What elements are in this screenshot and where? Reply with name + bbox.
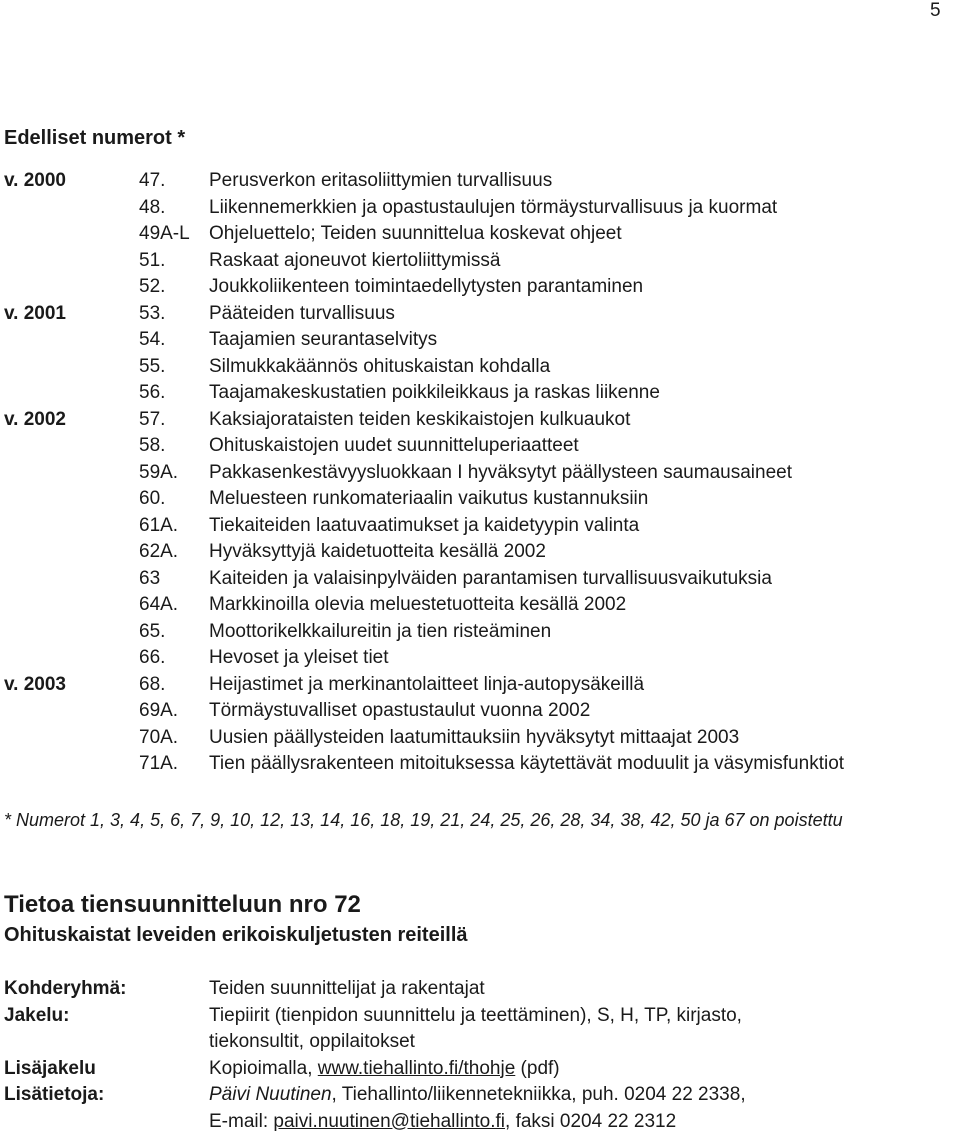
issue-title: Liikennemerkkien ja opastustaulujen törmäysturvallisuus ja kuormat — [209, 197, 777, 219]
issue-row — [0, 674, 960, 701]
issue-year: v. 2003 — [4, 674, 66, 696]
contact-details: , Tiehallinto/liikennetekniikka, puh. 0204 22 2338, — [332, 1084, 746, 1105]
issue-row — [0, 250, 960, 277]
contact-value — [209, 1084, 746, 1106]
issue-year: v. 2001 — [4, 303, 66, 325]
issue-title: Kaksiajorataisten teiden keskikaistojen kulkuaukot — [209, 409, 630, 431]
removed-numbers-footnote: * Numerot 1, 3, 4, 5, 6, 7, 9, 10, 12, 13, 14, 16, 18, 19, 21, 24, 25, 26, 28, 34, 38, 42, 50 ja 67 on poistettu — [4, 810, 843, 831]
previous-issues-heading: Edelliset numerot * — [4, 127, 185, 150]
issue-row — [0, 276, 960, 303]
issue-row — [0, 700, 960, 727]
issue-title: Uusien päällysteiden laatumittauksiin hyväksytyt mittaajat 2003 — [209, 727, 739, 749]
issue-number: 63 — [139, 568, 160, 590]
issue-number: 65. — [139, 621, 165, 643]
issue-number: 58. — [139, 435, 165, 457]
email-value — [209, 1111, 676, 1133]
issue-number: 66. — [139, 647, 165, 669]
issue-title: Taajamakeskustatien poikkileikkaus ja raskas liikenne — [209, 382, 660, 404]
email-link[interactable]: paivi.nuutinen@tiehallinto.fi — [273, 1111, 505, 1132]
issue-row — [0, 223, 960, 250]
issue-number: 48. — [139, 197, 165, 219]
target-group-value: Teiden suunnittelijat ja rakentajat — [209, 978, 485, 1000]
meta-row-email — [0, 1111, 960, 1137]
document-metadata — [0, 978, 960, 1137]
issue-row — [0, 329, 960, 356]
issue-number: 57. — [139, 409, 165, 431]
issue-row — [0, 382, 960, 409]
extra-distribution-label: Lisäjakelu — [4, 1058, 96, 1080]
issue-number: 54. — [139, 329, 165, 351]
issue-number: 59A. — [139, 462, 178, 484]
issue-number: 51. — [139, 250, 165, 272]
issue-number: 55. — [139, 356, 165, 378]
issue-number: 69A. — [139, 700, 178, 722]
issue-title: Markkinoilla olevia meluestetuotteita kesällä 2002 — [209, 594, 626, 616]
issue-number: 56. — [139, 382, 165, 404]
issue-title: Perusverkon eritasoliittymien turvallisuus — [209, 170, 552, 192]
issue-title: Tien päällysrakenteen mitoituksessa käytettävät moduulit ja väsymisfunktiot — [209, 753, 844, 775]
extra-distribution-suffix: (pdf) — [515, 1058, 559, 1079]
contact-label: Lisätietoja: — [4, 1084, 104, 1106]
issue-number: 64A. — [139, 594, 178, 616]
issue-title: Kaiteiden ja valaisinpylväiden parantamisen turvallisuusvaikutuksia — [209, 568, 772, 590]
issue-row — [0, 488, 960, 515]
issue-row — [0, 356, 960, 383]
issue-row — [0, 197, 960, 224]
issue-row — [0, 515, 960, 542]
issue-number: 52. — [139, 276, 165, 298]
issue-row — [0, 462, 960, 489]
issue-title: Hevoset ja yleiset tiet — [209, 647, 389, 669]
issue-title: Meluesteen runkomateriaalin vaikutus kustannuksiin — [209, 488, 648, 510]
issue-title: Pääteiden turvallisuus — [209, 303, 395, 325]
extra-distribution-prefix: Kopioimalla, — [209, 1058, 318, 1079]
issue-row — [0, 170, 960, 197]
issue-title: Moottorikelkkailureitin ja tien risteäminen — [209, 621, 551, 643]
email-suffix: , faksi 0204 22 2312 — [505, 1111, 676, 1132]
email-prefix: E-mail: — [209, 1111, 273, 1132]
issue-number: 68. — [139, 674, 165, 696]
issue-title: Ohjeluettelo; Teiden suunnittelua koskevat ohjeet — [209, 223, 622, 245]
issue-title: Heijastimet ja merkinantolaitteet linja-autopysäkeillä — [209, 674, 644, 696]
target-group-label: Kohderyhmä: — [4, 978, 126, 1000]
issue-number: 49A-L — [139, 223, 190, 245]
issue-number: 60. — [139, 488, 165, 510]
issue-title: Joukkoliikenteen toimintaedellytysten parantaminen — [209, 276, 643, 298]
meta-row-distribution-cont — [0, 1031, 960, 1058]
issue-title: Pakkasenkestävyysluokkaan I hyväksytyt päällysteen saumausaineet — [209, 462, 792, 484]
issue-row — [0, 541, 960, 568]
distribution-value: Tiepiirit (tienpidon suunnittelu ja teettäminen), S, H, TP, kirjasto, — [209, 1005, 742, 1027]
issue-title: Taajamien seurantaselvitys — [209, 329, 437, 351]
contact-name: Päivi Nuutinen — [209, 1084, 332, 1105]
issue-year: v. 2000 — [4, 170, 66, 192]
issue-row — [0, 303, 960, 330]
document-subtitle: Ohituskaistat leveiden erikoiskuljetusten reiteillä — [4, 924, 468, 947]
meta-row-extra-distribution — [0, 1058, 960, 1085]
issue-number: 53. — [139, 303, 165, 325]
issue-number: 71A. — [139, 753, 178, 775]
extra-distribution-value — [209, 1058, 560, 1080]
issue-title: Tiekaiteiden laatuvaatimukset ja kaidetyypin valinta — [209, 515, 639, 537]
issue-row — [0, 621, 960, 648]
issue-row — [0, 727, 960, 754]
issue-title: Hyväksyttyjä kaidetuotteita kesällä 2002 — [209, 541, 546, 563]
issue-row — [0, 435, 960, 462]
document-title: Tietoa tiensuunnitteluun nro 72 — [4, 891, 361, 919]
issue-row — [0, 568, 960, 595]
issue-number: 61A. — [139, 515, 178, 537]
issue-title: Törmäystuvalliset opastustaulut vuonna 2002 — [209, 700, 590, 722]
issue-number: 62A. — [139, 541, 178, 563]
meta-row-contact — [0, 1084, 960, 1111]
issue-row — [0, 753, 960, 780]
issue-title: Ohituskaistojen uudet suunnitteluperiaatteet — [209, 435, 579, 457]
meta-row-target-group — [0, 978, 960, 1005]
issue-title: Raskaat ajoneuvot kiertoliittymissä — [209, 250, 500, 272]
issue-row — [0, 409, 960, 436]
meta-row-distribution — [0, 1005, 960, 1032]
distribution-value-cont: tiekonsultit, oppilaitokset — [209, 1031, 415, 1053]
previous-issues-list — [0, 170, 960, 780]
issue-row — [0, 647, 960, 674]
page-number: 5 — [930, 0, 941, 22]
issue-row — [0, 594, 960, 621]
web-link[interactable]: www.tiehallinto.fi/thohje — [318, 1058, 516, 1079]
issue-year: v. 2002 — [4, 409, 66, 431]
issue-title: Silmukkakäännös ohituskaistan kohdalla — [209, 356, 550, 378]
issue-number: 47. — [139, 170, 165, 192]
issue-number: 70A. — [139, 727, 178, 749]
distribution-label: Jakelu: — [4, 1005, 69, 1027]
